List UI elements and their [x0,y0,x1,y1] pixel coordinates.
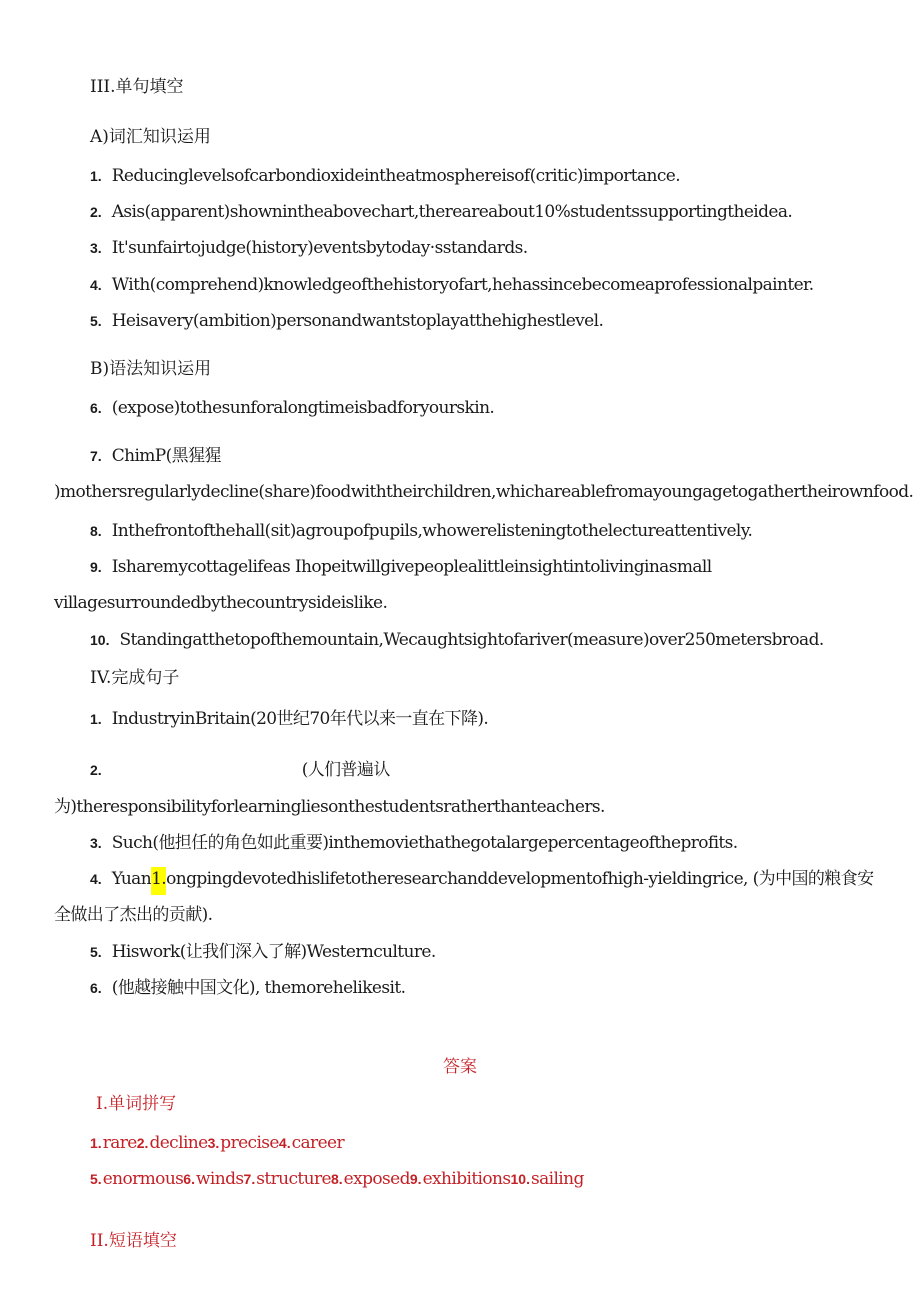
list-item-continuation: 全做出了杰出的贡献). [54,905,213,925]
answer-text: exhibitions [422,1169,511,1189]
answer-number: 6. [183,1171,195,1187]
item-number: 1. [90,168,102,184]
answer-number: 1. [90,1135,102,1151]
answers-section1-title: I.单词拼写 [96,1094,177,1114]
part-b-title: B)语法知识运用 [90,359,212,379]
answer-text: career [291,1133,345,1153]
item-number: 7. [90,448,102,464]
answer-number: 2. [136,1135,149,1151]
item-number: 9. [90,559,102,575]
item-text: (他越接触中国文化), themorehelikesit. [111,978,406,998]
item-text: With(comprehend)knowledgeofthehistoryofart,hehassincebecomeaprofessionalpainter. [111,275,814,295]
list-item [90,274,814,296]
item-number: 6. [90,980,102,996]
item-text: Asis(apparent)shownintheabovechart,thereareabout10%studentssupportingtheidea. [111,202,793,222]
item-text: Inthefrontofthehall(sit)agroupofpupils,whowerelisteningtothelectureattentively. [111,521,753,541]
item-text: IndustryinBritain(20世纪70年代以来一直在下降). [111,709,489,729]
list-item-continuation: )mothersregularlydecline(share)foodwiththeirchildren,whichareablefromayoungagetogathertheirownfood. [54,482,914,502]
answer-number: 4. [278,1135,291,1151]
item-text: Hiswork(让我们深入了解)Westernculture. [111,942,436,962]
item-number: 5. [90,944,102,960]
answers-section2-title: II.短语填空 [90,1231,177,1251]
item-number: 1. [90,711,102,727]
item-number: 2. [90,204,102,220]
answers-row [90,1168,584,1190]
list-item [90,977,405,999]
list-item [90,165,680,187]
list-item [90,310,603,332]
item-number: 3. [90,240,102,256]
answers-title: 答案 [443,1057,477,1077]
answer-text: structure [256,1169,331,1189]
item-text: It'sunfairtojudge(history)eventsbytoday·sstandards. [111,238,528,258]
item-number: 8. [90,523,102,539]
answers-row [90,1132,344,1154]
item-text: Heisavery(ambition)personandwantstoplayatthehighestlevel. [111,311,604,331]
answer-text: winds [195,1169,244,1189]
answer-number: 10. [510,1171,530,1187]
list-item [90,397,494,419]
item-number: 3. [90,835,102,851]
item-number: 10. [90,632,110,648]
list-item [90,868,873,890]
list-item-continuation: 为)theresponsibilityforlearningliesonthestudentsratherthanteachers. [54,797,605,817]
item-number: 2. [90,762,102,778]
item-number: 4. [90,277,102,293]
list-item [90,556,712,578]
item-number: 5. [90,313,102,329]
item-number: 4. [90,871,102,887]
answer-number: 9. [409,1171,422,1187]
item-text: ChimP(黑猩猩 [111,446,221,466]
answer-text: precise [220,1133,279,1153]
answer-number: 8. [330,1171,343,1187]
list-item [90,520,752,542]
list-item-continuation: villagesurroundedbythecountrysideislike. [54,593,388,613]
answer-number: 3. [207,1135,220,1151]
answer-number: 7. [243,1171,256,1187]
highlighted-text: 1. [151,867,166,895]
item-text: Standingatthetopofthemountain,Wecaughtsightofariver(measure)over250metersbroad. [119,630,824,650]
answer-text: exposed [343,1169,410,1189]
list-item [90,941,436,963]
list-item [90,201,792,223]
item-text-pre: Yuan [111,869,152,889]
item-number: 6. [90,400,102,416]
item-text: Isharemycottagelifeas Ihopeitwillgivepeoplealittleinsightintolivinginasmall [111,557,712,577]
section3-title: III.单句填空 [90,77,184,97]
list-item [90,445,221,467]
section4-title: IV.完成句子 [90,668,180,688]
part-a-title: A)词汇知识运用 [90,127,211,147]
list-item [90,629,824,651]
item-text: (人们普遍认 [301,760,390,780]
answer-text: enormous [102,1169,184,1189]
list-item [90,237,528,259]
item-text: Such(他担任的角色如此重要)inthemoviethathegotalargepercentageoftheprofits. [111,833,738,853]
list-item [90,832,738,854]
item-text: Reducinglevelsofcarbondioxideintheatmosphereisof(critic)importance. [111,166,681,186]
item-text: (expose)tothesunforalongtimeisbadforyourskin. [111,398,495,418]
list-item [90,708,488,730]
item-text: ongpingdevotedhislifetotheresearchanddevelopmentofhigh-yieldingrice, (为中国的粮食安 [166,869,874,889]
answer-number: 5. [90,1171,102,1187]
answer-text: rare [102,1133,137,1153]
answer-text: sailing [530,1169,584,1189]
answer-text: decline [149,1133,208,1153]
list-item [90,759,390,781]
